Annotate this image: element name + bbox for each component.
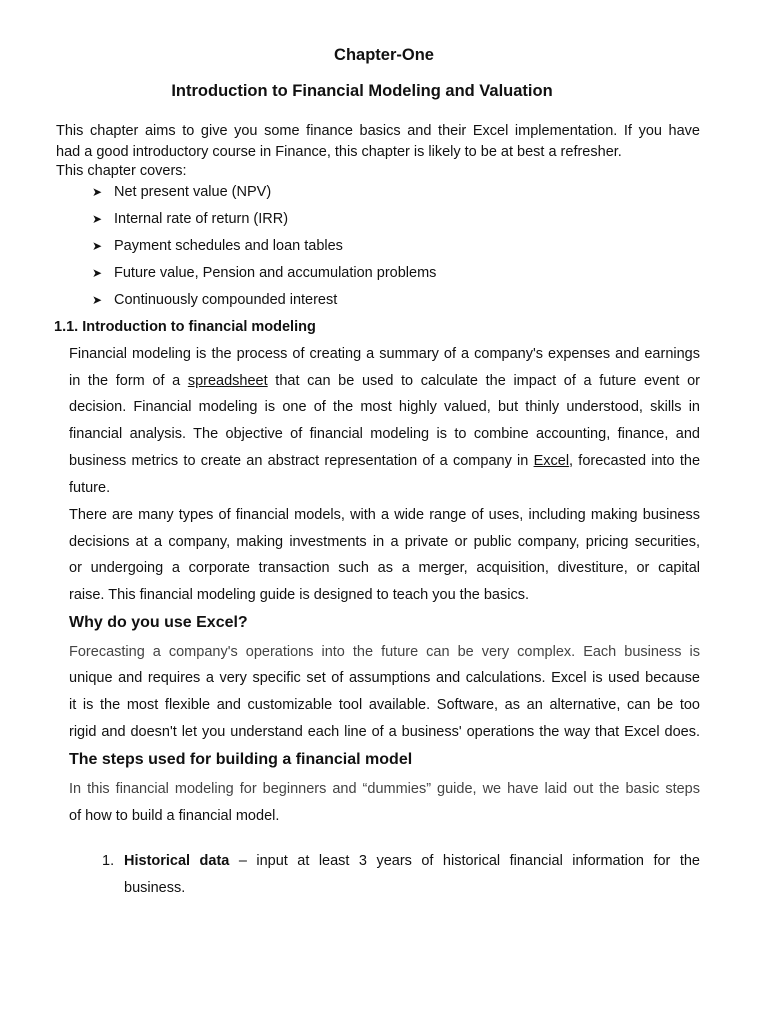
paragraph-line: In this financial modeling for beginners and “dummies” guide, we have laid out the basic steps xyxy=(69,781,700,797)
paragraph-line: in the form of a spreadsheet that can be used to calculate the impact of a future event or xyxy=(69,373,700,389)
page-title: Introduction to Financial Modeling and Valuation xyxy=(171,82,553,100)
spreadsheet-link[interactable]: spreadsheet xyxy=(187,373,268,389)
list-item: ➤ Payment schedules and loan tables xyxy=(92,238,343,254)
chapter-label: Chapter-One xyxy=(334,46,434,64)
arrow-bullet-icon: ➤ xyxy=(92,185,103,199)
section-heading: Why do you use Excel? xyxy=(69,614,248,631)
paragraph-line: decision. Financial modeling is one of the most highly valued, but thinly understood, skills in xyxy=(69,399,700,415)
paragraph-line: Financial modeling is the process of creating a summary of a company's expenses and earnings xyxy=(69,346,700,362)
paragraph-line: future. xyxy=(69,480,111,496)
list-item: ➤ Net present value (NPV) xyxy=(92,184,272,200)
paragraph-line: raise. This financial modeling guide is designed to teach you the basics. xyxy=(69,587,529,603)
paragraph-line: rigid and doesn't let you understand each line of a business' operations the way that Excel does. xyxy=(69,724,700,740)
intro-line: This chapter covers: xyxy=(56,163,187,179)
arrow-bullet-icon: ➤ xyxy=(92,212,103,226)
paragraph-line: decisions at a company, making investments in a private or public company, pricing securities, xyxy=(69,534,700,550)
paragraph-line: unique and requires a very specific set of assumptions and calculations. Excel is used because xyxy=(69,670,700,686)
section-heading: 1.1. Introduction to financial modeling xyxy=(54,319,316,335)
step-item-continuation: business. xyxy=(124,880,186,896)
arrow-bullet-icon: ➤ xyxy=(92,293,103,307)
step-term: Historical data xyxy=(124,853,230,869)
intro-line: This chapter aims to give you some finance basics and their Excel implementation. If you have xyxy=(56,123,700,139)
arrow-bullet-icon: ➤ xyxy=(92,266,103,280)
paragraph-line: There are many types of financial models, with a wide range of uses, including making business xyxy=(69,507,700,523)
intro-line: had a good introductory course in Finance, this chapter is likely to be at best a refresher. xyxy=(56,144,622,160)
section-heading: The steps used for building a financial model xyxy=(69,751,413,768)
paragraph-line: financial analysis. The objective of financial modeling is to combine accounting, finance, and xyxy=(69,426,700,442)
step-item: Historical data – input at least 3 years of historical financial information for the xyxy=(124,853,701,869)
paragraph-line: Forecasting a company's operations into the future can be very complex. Each business is xyxy=(69,644,700,660)
paragraph-line: of how to build a financial model. xyxy=(69,808,280,824)
paragraph-line: or undergoing a corporate transaction such as a merger, acquisition, divestiture, or capital xyxy=(69,560,700,576)
arrow-bullet-icon: ➤ xyxy=(92,239,103,253)
paragraph-line: business metrics to create an abstract representation of a company in Excel, forecasted into the xyxy=(69,453,701,469)
list-item: ➤ Future value, Pension and accumulation problems xyxy=(92,265,437,281)
list-item: ➤ Internal rate of return (IRR) xyxy=(92,211,289,227)
excel-link[interactable]: Excel xyxy=(533,453,570,469)
step-number: 1. xyxy=(102,853,115,869)
list-item: ➤ Continuously compounded interest xyxy=(92,292,338,308)
paragraph-line: it is the most flexible and customizable tool available. Software, as an alternative, can be too xyxy=(69,697,700,713)
